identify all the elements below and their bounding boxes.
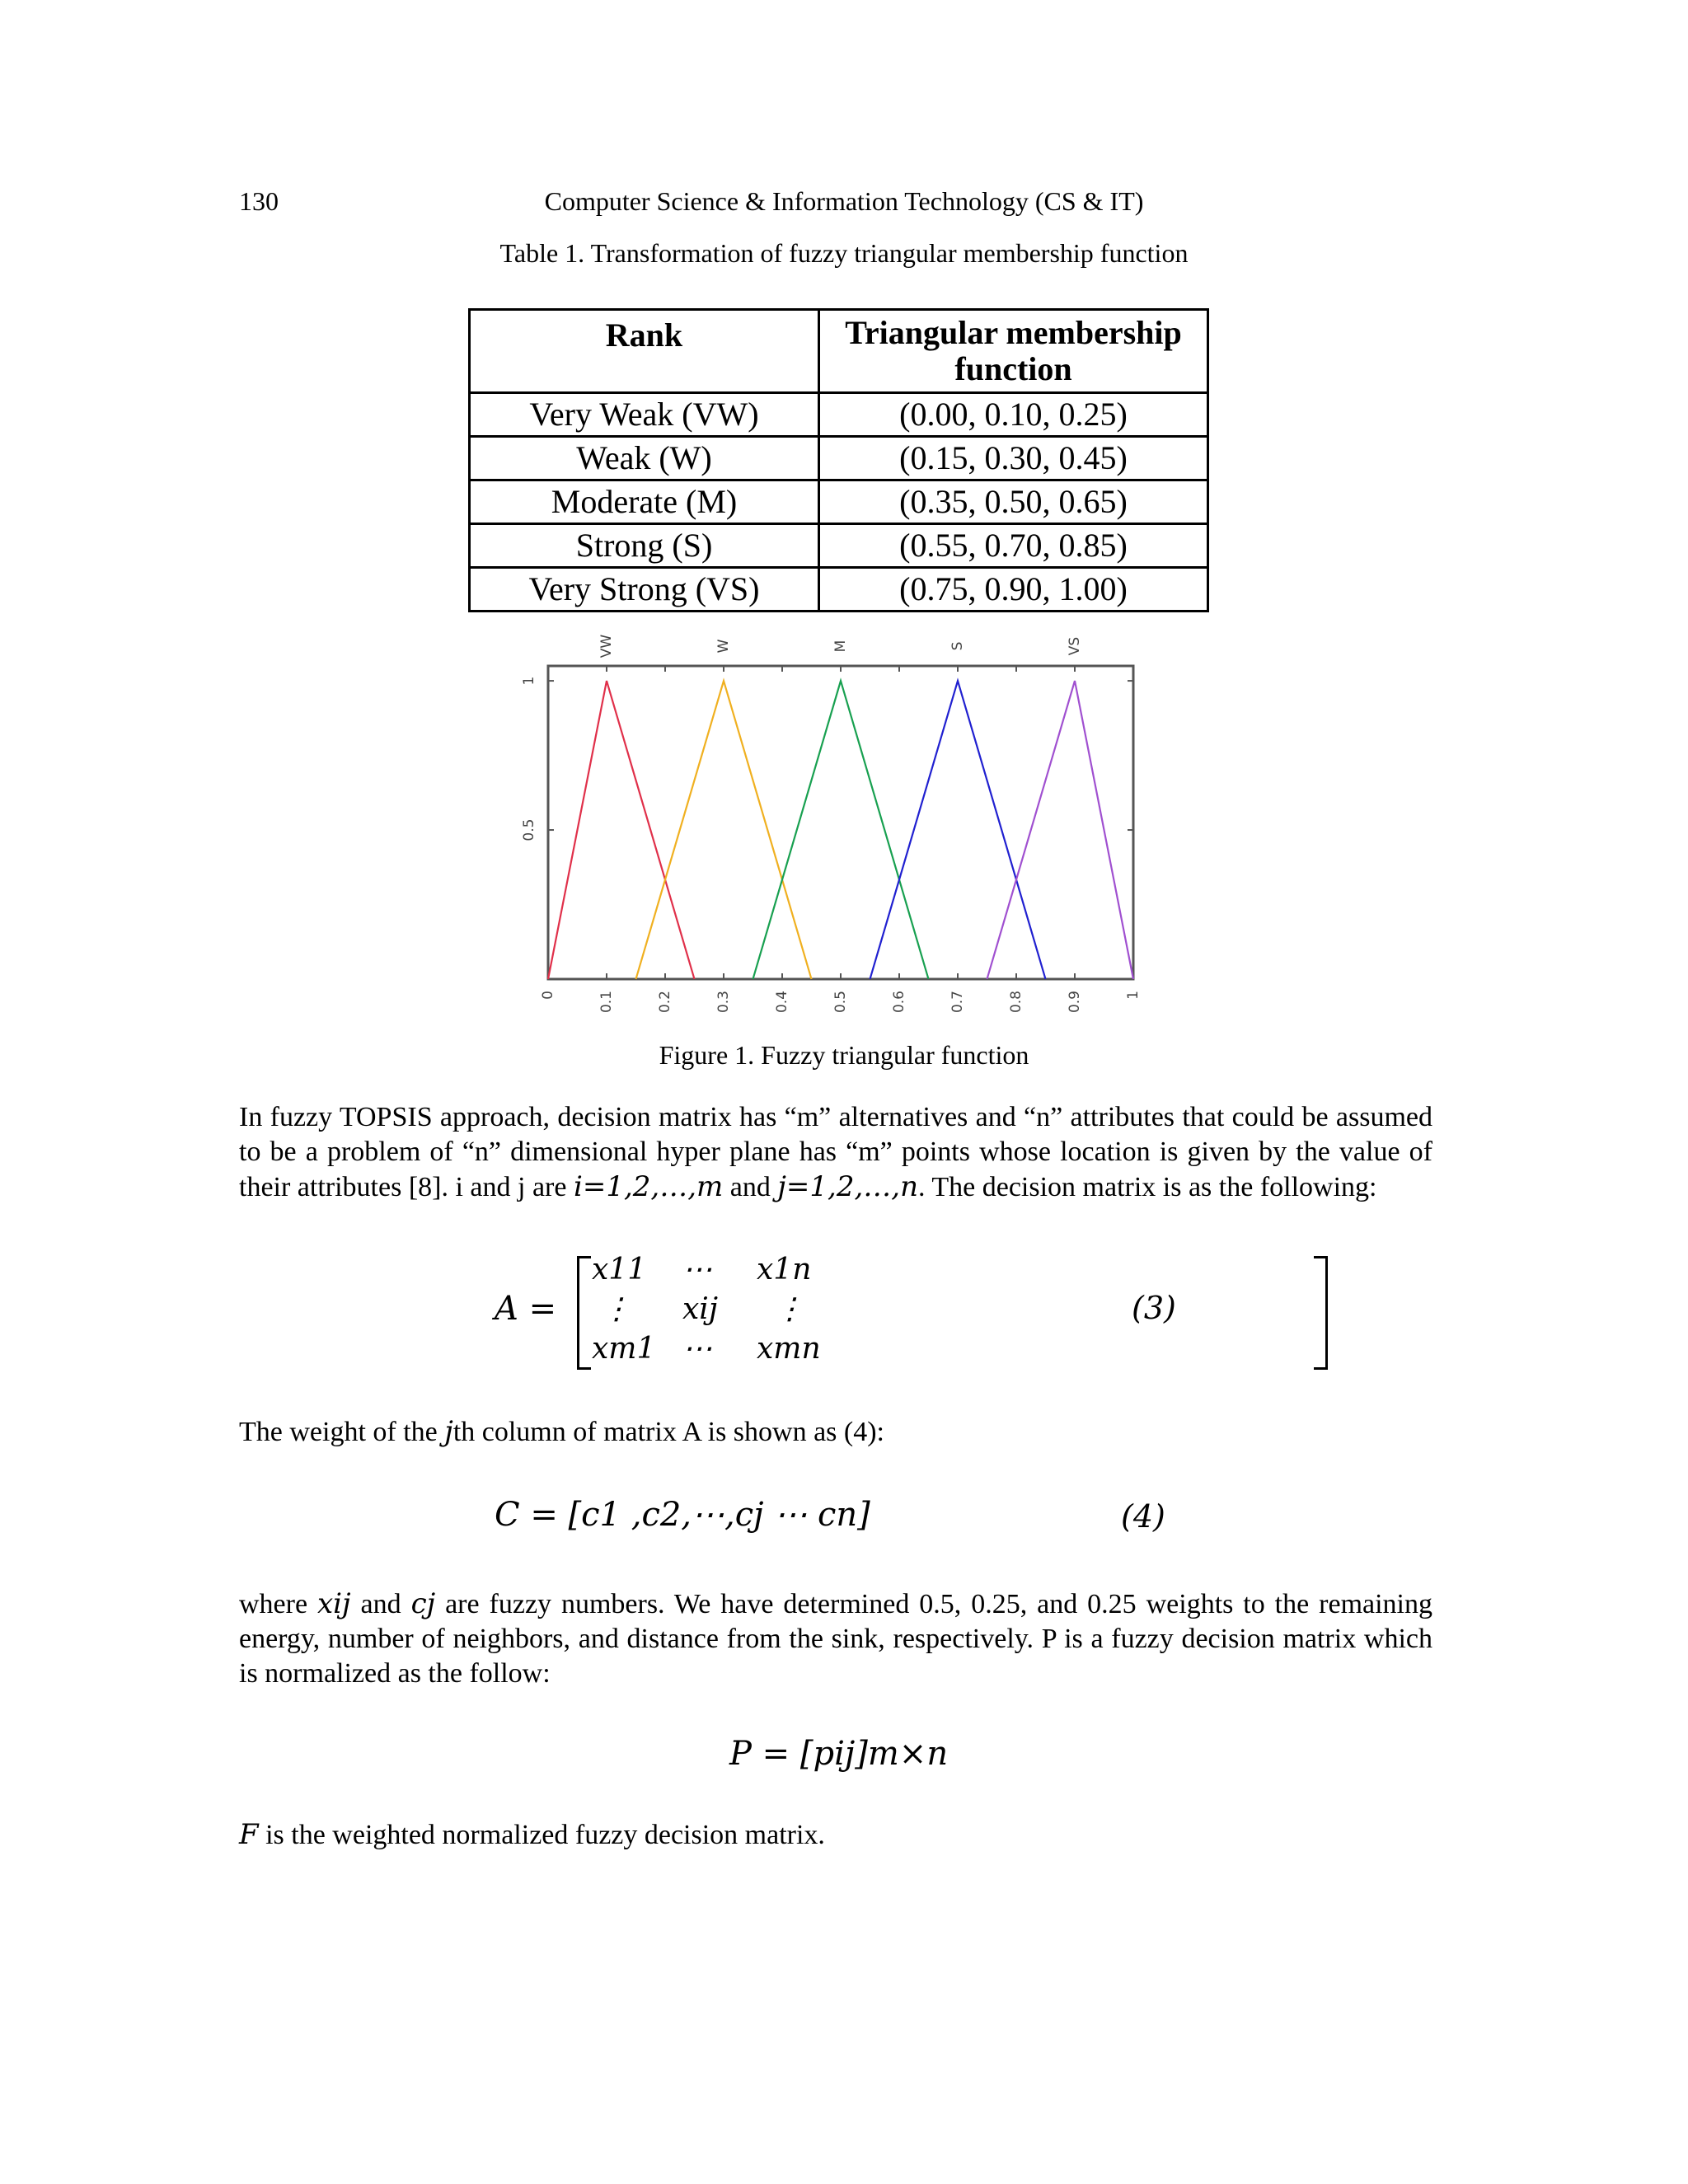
para3-w3: are fuzzy numbers. We have determined 0.5, 0.25, and 0.25 weights to the remaining energy, number of neighbors, and distance from the sink, respectively. P is a fuzzy decision matrix which is normalized as the follow:: [239, 1589, 1432, 1689]
membership-series: [870, 681, 1046, 979]
x-tick-label: 0.6: [891, 991, 907, 1014]
paragraph-fuzzy-numbers: [239, 1586, 1432, 1691]
table-row: [470, 480, 1208, 524]
equation-4-number: (4): [1121, 1498, 1165, 1535]
x-tick-label: 0.9: [1067, 991, 1083, 1014]
equation-p: P = [pij]m×n: [729, 1735, 949, 1773]
para4-rest: is the weighted normalized fuzzy decision matrix.: [258, 1820, 825, 1850]
paragraph-weight: [239, 1414, 1432, 1450]
matrix-cell: ⋯: [682, 1332, 712, 1366]
fuzzy-triangular-figure: [495, 610, 1154, 1026]
membership-series: [548, 681, 695, 979]
x-tick-label: 0.1: [598, 991, 615, 1014]
column-header-rank: Rank: [470, 310, 819, 393]
membership-series: [987, 681, 1134, 979]
matrix-cell: xm1: [592, 1332, 656, 1366]
equation-3-number: (3): [1132, 1290, 1176, 1326]
plot-frame: [548, 666, 1133, 979]
matrix-cell: xmn: [757, 1332, 821, 1366]
membership-series: [753, 681, 929, 979]
table-row: [470, 437, 1208, 480]
membership-series: [636, 681, 812, 979]
table-row: [470, 524, 1208, 568]
table-row: [470, 393, 1208, 437]
x-tick-label: 0.5: [832, 991, 849, 1014]
j-range: j=1,2,…,n: [777, 1170, 918, 1203]
x-tick-label: 1: [1125, 991, 1142, 1000]
i-range: i=1,2,…,m: [573, 1170, 724, 1203]
para2-post: th column of matrix A is shown as (4):: [452, 1417, 884, 1447]
x-tick-label: 0.7: [950, 991, 966, 1014]
y-tick-label: 0.5: [521, 818, 537, 841]
para3-cj: cj: [410, 1587, 436, 1620]
para1-text: In fuzzy TOPSIS approach, decision matrix has “m” alternatives and “n” attributes that could be assumed to be a problem of “n” dimensional hyper plane has “m” points whose location is given by the value of their attributes [8]. i and j are: [239, 1102, 1432, 1202]
matrix-cell: x1n: [757, 1253, 812, 1286]
matrix-right-bracket: [1314, 1256, 1328, 1370]
membership-label: VS: [1067, 636, 1083, 656]
membership-cell: (0.15, 0.30, 0.45): [819, 437, 1208, 480]
matrix-lhs: A =: [495, 1290, 557, 1328]
matrix-cell: x11: [592, 1253, 647, 1286]
rank-cell: Very Weak (VW): [470, 393, 819, 437]
para2-pre: The weight of the: [239, 1417, 445, 1447]
membership-cell: (0.00, 0.10, 0.25): [819, 393, 1208, 437]
paragraph-decision-matrix: [239, 1100, 1432, 1205]
membership-label: VW: [598, 634, 615, 658]
para3-w1: where: [239, 1589, 317, 1619]
fuzzy-chart: [495, 610, 1154, 1022]
membership-table: [468, 308, 1209, 612]
rank-cell: Weak (W): [470, 437, 819, 480]
para1-and: and: [723, 1172, 778, 1202]
page-number: 130: [239, 186, 279, 216]
x-tick-label: 0: [540, 991, 556, 1000]
y-tick-label: 1: [521, 676, 537, 686]
equation-4: C = [c1 ,c2,⋯,cj ⋯ cn]: [495, 1496, 870, 1534]
para4-f: F: [239, 1818, 259, 1851]
membership-label: S: [950, 641, 966, 651]
membership-cell: (0.75, 0.90, 1.00): [819, 568, 1208, 612]
paragraph-weighted-matrix: [239, 1817, 1432, 1853]
x-tick-label: 0.2: [657, 991, 673, 1014]
membership-label: M: [832, 640, 849, 653]
x-tick-label: 0.4: [774, 991, 790, 1014]
para2-j: j: [444, 1415, 453, 1448]
matrix-cell: ⋮: [775, 1292, 804, 1326]
table-header-row: [470, 310, 1208, 393]
matrix-cell: ⋯: [682, 1253, 712, 1286]
membership-cell: (0.55, 0.70, 0.85): [819, 524, 1208, 568]
rank-cell: Very Strong (VS): [470, 568, 819, 612]
column-header-membership: Triangular membership function: [819, 310, 1208, 393]
table-caption: Table 1. Transformation of fuzzy triangular membership function: [499, 238, 1189, 268]
para3-w2: and: [350, 1589, 411, 1619]
para3-xij: xij: [317, 1587, 351, 1620]
membership-cell: (0.35, 0.50, 0.65): [819, 480, 1208, 524]
matrix-cell: ⋮: [602, 1292, 631, 1326]
matrix-cell: xij: [682, 1292, 718, 1326]
table-row: [470, 568, 1208, 612]
matrix-left-bracket: [577, 1256, 591, 1370]
rank-cell: Moderate (M): [470, 480, 819, 524]
rank-cell: Strong (S): [470, 524, 819, 568]
x-tick-label: 0.8: [1008, 991, 1025, 1014]
figure-caption: Figure 1. Fuzzy triangular function: [659, 1040, 1029, 1070]
para1-tail: . The decision matrix is as the following:: [917, 1172, 1377, 1202]
x-tick-label: 0.3: [715, 991, 732, 1014]
membership-label: W: [715, 639, 732, 654]
running-header: Computer Science & Information Technology (CS & IT): [544, 186, 1144, 216]
